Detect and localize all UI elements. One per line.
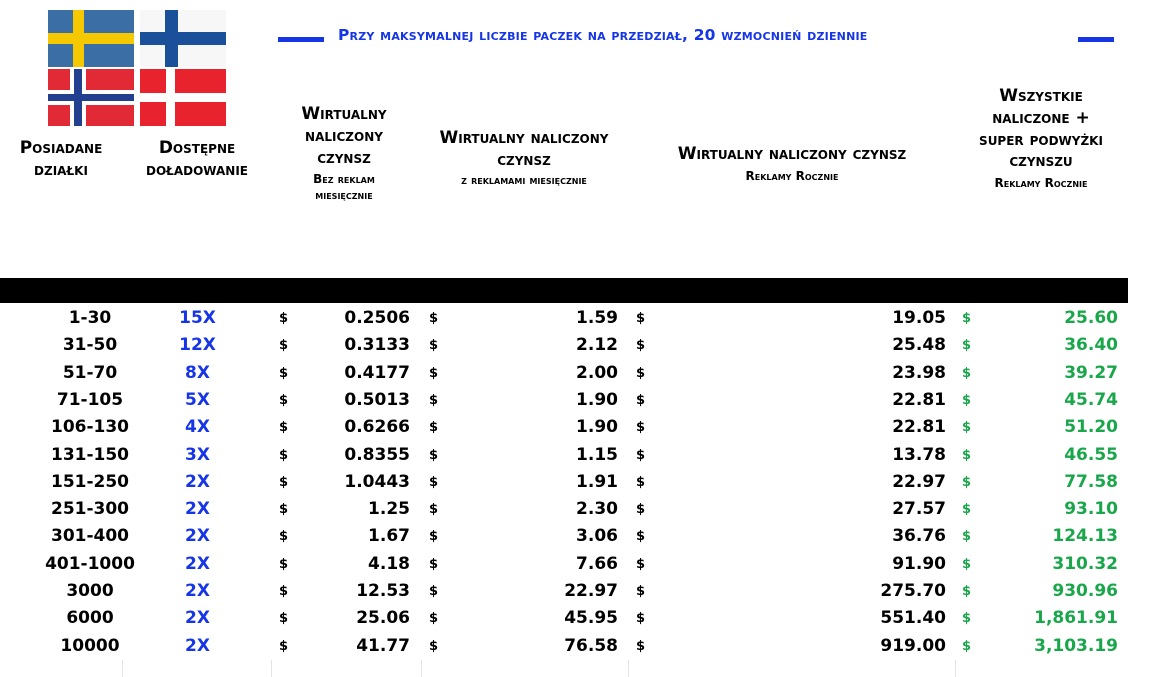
total-cell: 310.32 [1052, 553, 1118, 574]
currency-symbol: $ [279, 529, 289, 545]
currency-symbol: $ [429, 392, 439, 408]
currency-symbol: $ [279, 611, 289, 627]
header-rent-no-ads: Wirtualny naliczony czynsz Bez reklam miesięcznie [301, 104, 387, 203]
column-separator [955, 660, 956, 677]
table-row [0, 496, 1128, 523]
header-plots: Posiadane działki [19, 138, 103, 180]
currency-symbol: $ [279, 392, 289, 408]
table-row [0, 360, 1128, 387]
boost-cell: 2X [185, 608, 210, 629]
rent-no-ads-cell: 25.06 [356, 608, 410, 629]
currency-symbol: $ [636, 392, 646, 408]
currency-symbol: $ [962, 584, 972, 599]
total-cell: 3,103.19 [1034, 635, 1118, 656]
rent-ads-year-cell: 275.70 [880, 581, 946, 601]
currency-symbol: $ [279, 365, 289, 381]
currency-symbol: $ [636, 529, 646, 545]
column-separator [122, 660, 123, 677]
currency-symbol: $ [962, 502, 972, 518]
table-row [0, 414, 1128, 441]
header-rent-ads-year: Wirtualny naliczony czynsz Reklamy Rocznie [677, 144, 907, 183]
currency-symbol: $ [636, 447, 646, 463]
plots-range-cell: 106-130 [50, 417, 130, 438]
currency-symbol: $ [279, 447, 289, 463]
total-cell: 77.58 [1064, 471, 1118, 492]
plots-range-cell: 131-150 [50, 444, 130, 465]
table-row [0, 469, 1128, 496]
rent-ads-year-cell: 27.57 [892, 499, 946, 520]
currency-symbol: $ [962, 420, 972, 436]
currency-symbol: $ [429, 556, 439, 572]
rent-no-ads-cell: 0.2506 [344, 308, 410, 328]
sweden-flag-icon [48, 10, 134, 67]
rent-no-ads-cell: 41.77 [356, 635, 410, 656]
currency-symbol: $ [279, 338, 289, 354]
currency-symbol: $ [429, 420, 439, 436]
plots-range-cell: 31-50 [62, 335, 118, 356]
table-row [0, 551, 1128, 578]
currency-symbol: $ [636, 638, 646, 654]
currency-symbol: $ [279, 584, 289, 599]
rent-ads-month-cell: 3.06 [576, 526, 618, 547]
rent-ads-month-cell: 1.90 [576, 417, 618, 438]
column-separator [271, 660, 272, 677]
boost-cell: 4X [185, 417, 210, 438]
rent-no-ads-cell: 0.6266 [344, 417, 410, 438]
currency-symbol: $ [429, 611, 439, 627]
currency-symbol: $ [279, 502, 289, 518]
rent-ads-year-cell: 13.78 [892, 444, 946, 465]
currency-symbol: $ [279, 638, 289, 654]
rent-ads-month-cell: 2.12 [576, 335, 618, 356]
rent-ads-month-cell: 2.30 [576, 499, 618, 520]
plots-range-cell: 71-105 [56, 389, 124, 410]
plots-range-cell: 3000 [66, 581, 114, 601]
rent-ads-month-cell: 45.95 [564, 608, 618, 629]
boost-cell: 15X [179, 308, 216, 328]
rent-no-ads-cell: 1.67 [368, 526, 410, 547]
banner-line-left [278, 37, 324, 42]
total-cell: 36.40 [1064, 335, 1118, 356]
boost-cell: 2X [185, 581, 210, 601]
rent-ads-year-cell: 36.76 [892, 526, 946, 547]
rent-no-ads-cell: 4.18 [368, 553, 410, 574]
column-separator [421, 660, 422, 677]
total-cell: 45.74 [1064, 389, 1118, 410]
rent-ads-year-cell: 551.40 [880, 608, 946, 629]
finland-flag-icon [140, 10, 226, 67]
table-row [0, 605, 1128, 632]
currency-symbol: $ [962, 529, 972, 545]
rent-ads-year-cell: 22.81 [892, 417, 946, 438]
rent-ads-month-cell: 2.00 [576, 362, 618, 383]
currency-symbol: $ [279, 420, 289, 436]
plots-range-cell: 301-400 [50, 526, 130, 547]
total-cell: 93.10 [1064, 499, 1118, 520]
boost-cell: 12X [179, 335, 216, 356]
currency-symbol: $ [962, 338, 972, 354]
currency-symbol: $ [636, 584, 646, 599]
currency-symbol: $ [279, 474, 289, 490]
rent-no-ads-cell: 0.3133 [344, 335, 410, 356]
table-row [0, 523, 1128, 550]
rent-no-ads-cell: 0.8355 [344, 444, 410, 465]
column-separator [628, 660, 629, 677]
total-cell: 51.20 [1064, 417, 1118, 438]
currency-symbol: $ [279, 556, 289, 572]
total-cell: 25.60 [1064, 308, 1118, 328]
table-row [0, 387, 1128, 414]
rent-no-ads-cell: 0.5013 [344, 389, 410, 410]
total-cell: 46.55 [1064, 444, 1118, 465]
currency-symbol: $ [962, 556, 972, 572]
rent-ads-month-cell: 1.59 [576, 308, 618, 328]
currency-symbol: $ [636, 611, 646, 627]
currency-symbol: $ [962, 447, 972, 463]
plots-range-cell: 51-70 [62, 362, 118, 383]
currency-symbol: $ [279, 311, 289, 326]
currency-symbol: $ [636, 338, 646, 354]
currency-symbol: $ [429, 584, 439, 599]
header-boost: Dostępne doładowanie [145, 138, 248, 180]
boost-cell: 3X [185, 444, 210, 465]
boost-cell: 8X [185, 362, 210, 383]
plots-range-cell: 10000 [60, 635, 120, 656]
plots-range-cell: 6000 [66, 608, 114, 629]
table-row [0, 332, 1128, 359]
rent-no-ads-cell: 12.53 [356, 581, 410, 601]
rent-ads-year-cell: 23.98 [892, 362, 946, 383]
table-row [0, 442, 1128, 469]
header-all: Wszystkie naliczone + super podwyżki czynszu Reklamy Rocznie [979, 86, 1103, 190]
plots-range-cell: 401-1000 [45, 553, 135, 574]
denmark-flag-icon [140, 69, 226, 126]
total-cell: 39.27 [1064, 362, 1118, 383]
currency-symbol: $ [429, 365, 439, 381]
currency-symbol: $ [429, 311, 439, 326]
boost-cell: 2X [185, 499, 210, 520]
total-cell: 124.13 [1052, 526, 1118, 547]
boost-cell: 2X [185, 471, 210, 492]
rent-ads-year-cell: 25.48 [892, 335, 946, 356]
rent-ads-month-cell: 1.91 [576, 471, 618, 492]
rent-ads-month-cell: 1.90 [576, 389, 618, 410]
rent-ads-year-cell: 22.81 [892, 389, 946, 410]
norway-flag-icon [48, 69, 134, 126]
table-row [0, 578, 1128, 605]
header-divider-bar [0, 278, 1128, 303]
currency-symbol: $ [962, 474, 972, 490]
boost-cell: 2X [185, 526, 210, 547]
rent-ads-year-cell: 91.90 [892, 553, 946, 574]
boost-cell: 2X [185, 553, 210, 574]
currency-symbol: $ [636, 474, 646, 490]
rent-ads-year-cell: 19.05 [892, 308, 946, 328]
currency-symbol: $ [429, 529, 439, 545]
rent-ads-year-cell: 22.97 [892, 471, 946, 492]
currency-symbol: $ [429, 447, 439, 463]
currency-symbol: $ [962, 392, 972, 408]
rent-no-ads-cell: 0.4177 [344, 362, 410, 383]
currency-symbol: $ [636, 311, 646, 326]
rent-ads-year-cell: 919.00 [880, 635, 946, 656]
rent-no-ads-cell: 1.25 [368, 499, 410, 520]
currency-symbol: $ [962, 611, 972, 627]
rent-ads-month-cell: 1.15 [576, 444, 618, 465]
rent-no-ads-cell: 1.0443 [344, 471, 410, 492]
table-row [0, 305, 1128, 332]
banner-line-right [1078, 37, 1114, 42]
currency-symbol: $ [962, 311, 972, 326]
table-row [0, 633, 1128, 660]
currency-symbol: $ [429, 474, 439, 490]
total-cell: 1,861.91 [1034, 608, 1118, 629]
currency-symbol: $ [962, 638, 972, 654]
plots-range-cell: 1-30 [68, 308, 112, 328]
header-rent-ads-month: Wirtualny naliczony czynsz z reklamami miesięcznie [439, 128, 609, 187]
banner-title: Przy maksymalnej liczbie paczek na przedział, 20 wzmocnień dziennie [338, 26, 868, 44]
rent-ads-month-cell: 76.58 [564, 635, 618, 656]
currency-symbol: $ [636, 365, 646, 381]
rent-ads-month-cell: 7.66 [576, 553, 618, 574]
currency-symbol: $ [636, 556, 646, 572]
currency-symbol: $ [429, 502, 439, 518]
currency-symbol: $ [429, 638, 439, 654]
currency-symbol: $ [962, 365, 972, 381]
boost-cell: 5X [185, 389, 210, 410]
currency-symbol: $ [636, 420, 646, 436]
currency-symbol: $ [636, 502, 646, 518]
plots-range-cell: 151-250 [50, 471, 130, 492]
boost-cell: 2X [185, 635, 210, 656]
currency-symbol: $ [429, 338, 439, 354]
plots-range-cell: 251-300 [50, 499, 130, 520]
total-cell: 930.96 [1052, 581, 1118, 601]
rent-ads-month-cell: 22.97 [564, 581, 618, 601]
